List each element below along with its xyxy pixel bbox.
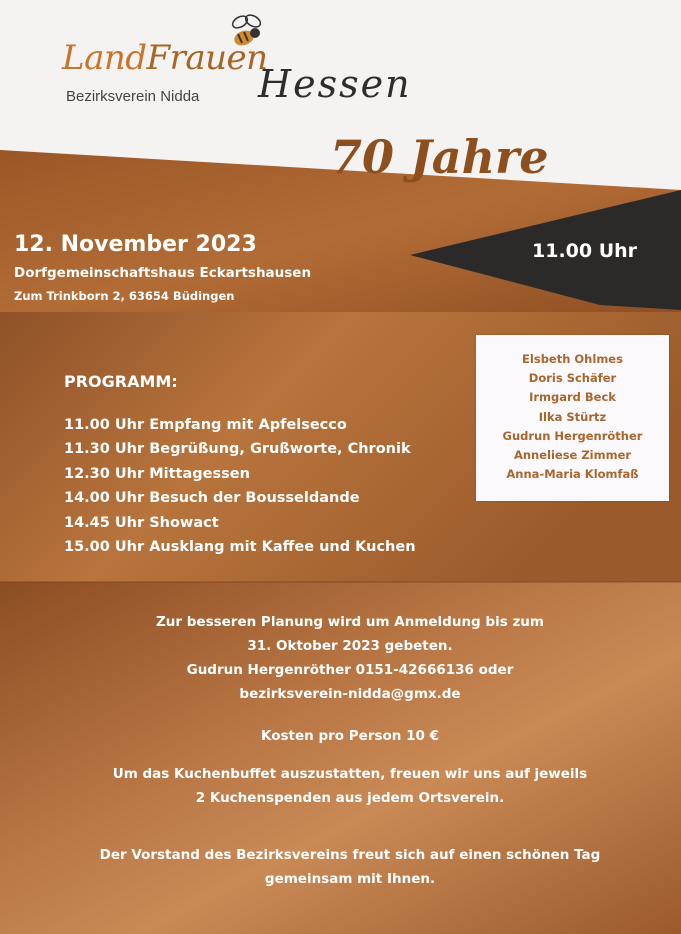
name-item: Anneliese Zimmer (513, 448, 632, 463)
name-item: Irmgard Beck (529, 390, 616, 405)
program-title: PROGRAMM: (64, 372, 178, 391)
program-item: 11.00 Uhr Empfang mit Apfelsecco (64, 417, 347, 433)
logo-subtitle: Bezirksverein Nidda (66, 88, 200, 105)
registration-deadline: 31. Oktober 2023 gebeten. (247, 638, 453, 654)
program-item: 11.30 Uhr Begrüßung, Grußworte, Chronik (64, 441, 411, 458)
registration-block (60, 610, 640, 706)
cake-line: 2 Kuchenspenden aus jedem Ortsverein. (195, 790, 505, 806)
costs-line: Kosten pro Person 10 € (261, 728, 439, 744)
name-item: Elsbeth Ohlmes (522, 352, 623, 366)
program-item: 15.00 Uhr Ausklang mit Kaffee und Kuchen (64, 539, 416, 556)
event-time: 11.00 Uhr (532, 240, 638, 262)
program-item: 14.00 Uhr Besuch der Bousseldande (64, 490, 360, 507)
name-item: Ilka Stürtz (538, 409, 607, 424)
name-item: Doris Schäfer (528, 371, 617, 386)
closing-line: gemeinsam mit Ihnen. (264, 871, 436, 887)
event-venue: Dorfgemeinschaftshaus Eckartshausen (14, 265, 312, 281)
program-item: 14.45 Uhr Showact (64, 514, 219, 531)
name-item: Anna-Maria Klomfaß (506, 467, 639, 482)
cake-block (60, 762, 640, 810)
registration-line: Zur besseren Planung wird um Anmeldung bis zum (156, 614, 544, 630)
registration-contact: Gudrun Hergenröther 0151-42666136 oder (186, 662, 514, 678)
registration-email: bezirksverein-nidda@gmx.de (239, 686, 461, 702)
costs-text (60, 724, 640, 748)
cake-line: Um das Kuchenbuffet auszustatten, freuen wir uns auf jeweils (112, 766, 588, 782)
names-list (476, 335, 669, 484)
closing-block (60, 843, 640, 891)
names-card (476, 335, 669, 501)
anniversary-headline: 70 Jahre (330, 130, 549, 184)
closing-line: Der Vorstand des Bezirksvereins freut sich auf einen schönen Tag (99, 847, 601, 863)
program-item: 12.30 Uhr Mittagessen (64, 465, 250, 482)
logo-wordmark (62, 38, 268, 78)
logo-land: Land (62, 38, 147, 78)
event-address: Zum Trinkborn 2, 63654 Büdingen (14, 289, 235, 303)
name-item: Gudrun Hergenröther (502, 428, 643, 443)
logo-frauen: Frauen (146, 38, 268, 78)
event-date: 12. November 2023 (14, 232, 257, 257)
logo-hessen: Hessen (258, 62, 412, 106)
program-list (64, 413, 416, 559)
